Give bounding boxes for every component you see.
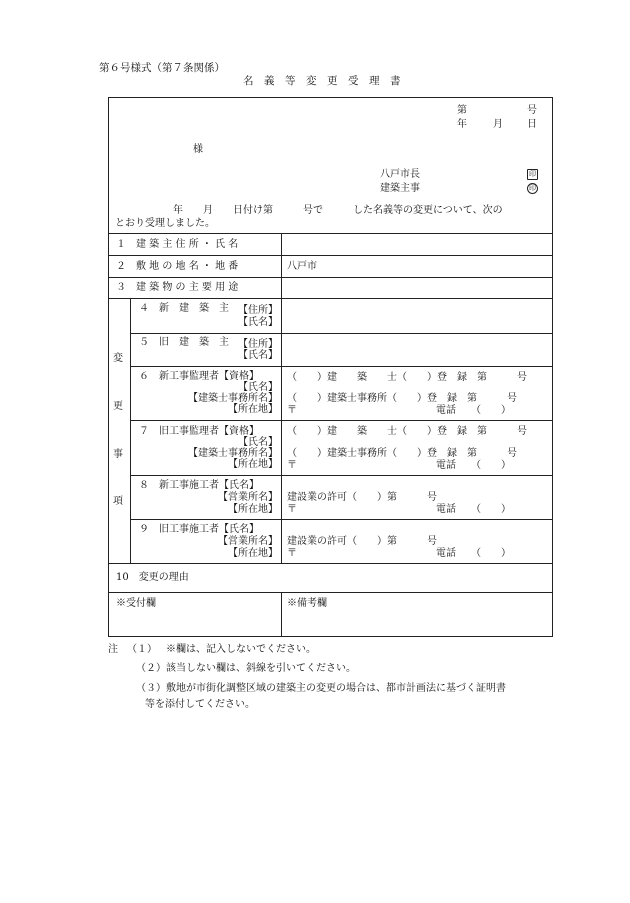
row4-title: ４ 新 建 築 主 [139, 303, 229, 314]
row7-sub1: 【氏名】 [238, 437, 278, 448]
page-title: 名 義 等 変 更 受 理 書 [243, 75, 401, 87]
row6-sub2: 【建築士事務所名】 [188, 393, 278, 404]
body-text-line2: とおり受理しました。 [115, 218, 215, 229]
official-title: 建築主事 [380, 183, 420, 194]
note3-text-line1: 敷地が市街化調整区域の建築主の変更の場合は、都市計画法に基づく証明書 [166, 683, 506, 694]
row7-sub3: 【所在地】 [228, 459, 278, 470]
date-year: 年 [457, 119, 467, 130]
number-prefix: 第 [457, 105, 467, 116]
addressee-suffix: 様 [193, 144, 203, 155]
mayor-seal-icon: 印 [529, 170, 536, 178]
row4-sub2: 【氏名】 [238, 317, 278, 328]
row8-title: ８ 新工事施工者【氏名】 [139, 480, 259, 491]
row5-title: ５ 旧 建 築 主 [139, 337, 229, 348]
row8-sub2: 【所在地】 [228, 504, 278, 515]
row6-sub1: 【氏名】 [238, 382, 278, 393]
note2-text: 該当しない欄は、斜線を引いてください。 [166, 663, 356, 674]
form-id: 第６号様式（第７条関係） [99, 62, 225, 74]
row3-label: ３ 建 築 物 の 主 要 用 途 [116, 282, 239, 293]
row10-label: 10 変更の理由 [116, 572, 189, 583]
row7-architect: （ ）建 築 士（ ）登 録 第 号 [287, 426, 527, 437]
row2-value: 八戸市 [287, 261, 317, 272]
side-label-char: 事 [113, 449, 123, 460]
note3-number: （３） [136, 683, 166, 694]
row6-architect: （ ）建 築 士（ ）登 録 第 号 [287, 372, 527, 383]
row2-label: ２ 敷 地 の 地 名 ・ 地 番 [116, 261, 239, 272]
row7-title: ７ 旧工事監理者【資格】 [139, 426, 259, 437]
row9-postal-mark: 〒 [287, 548, 297, 559]
row9-title: ９ 旧工事施工者【氏名】 [139, 524, 259, 535]
notes-prefix: 注 [108, 644, 118, 655]
body-text-line1: 年 月 日付け第 号で した名義等の変更について、次の [173, 205, 503, 216]
note1-text: ※欄は、記入しないでください。 [166, 644, 316, 655]
side-label-char: 変 [113, 353, 123, 364]
number-suffix: 号 [527, 105, 537, 116]
note3-text-line2: 等を添付してください。 [145, 699, 255, 710]
row7-phone: 電話 （ ） [436, 460, 511, 471]
row9-phone: 電話 （ ） [436, 548, 511, 559]
side-label-char: 項 [113, 496, 123, 507]
row9-sub2: 【所在地】 [228, 548, 278, 559]
row7-office: （ ）建築士事務所（ ）登 録 第 号 [287, 448, 517, 459]
row5-sub2: 【氏名】 [238, 350, 278, 361]
row6-postal-mark: 〒 [287, 405, 297, 416]
row8-license: 建設業の許可（ ）第 号 [287, 492, 437, 503]
row8-postal-mark: 〒 [287, 504, 297, 515]
row6-office: （ ）建築士事務所（ ）登 録 第 号 [287, 393, 517, 404]
row6-sub3: 【所在地】 [228, 404, 278, 415]
row5-sub1: 【住所】 [238, 339, 278, 350]
date-day: 日 [527, 119, 537, 130]
date-month: 月 [493, 119, 503, 130]
row6-phone: 電話 （ ） [436, 405, 511, 416]
mayor-title: 八戸市長 [380, 169, 420, 180]
note2-number: （２） [136, 663, 166, 674]
row4-sub1: 【住所】 [238, 305, 278, 316]
row6-title: ６ 新工事監理者【資格】 [139, 371, 259, 382]
row9-license: 建設業の許可（ ）第 号 [287, 536, 437, 547]
remarks-label: ※備考欄 [287, 598, 327, 609]
row7-postal-mark: 〒 [287, 460, 297, 471]
receipt-label: ※受付欄 [116, 598, 156, 609]
row7-sub2: 【建築士事務所名】 [188, 448, 278, 459]
row1-label: １ 建 築 主 住 所 ・ 氏 名 [116, 239, 239, 250]
row9-sub1: 【営業所名】 [218, 536, 278, 547]
side-label-char: 更 [113, 401, 123, 412]
note1-number: （１） [127, 644, 157, 655]
row8-phone: 電話 （ ） [436, 504, 511, 515]
official-seal-icon: 印 [529, 184, 536, 192]
row8-sub1: 【営業所名】 [218, 492, 278, 503]
